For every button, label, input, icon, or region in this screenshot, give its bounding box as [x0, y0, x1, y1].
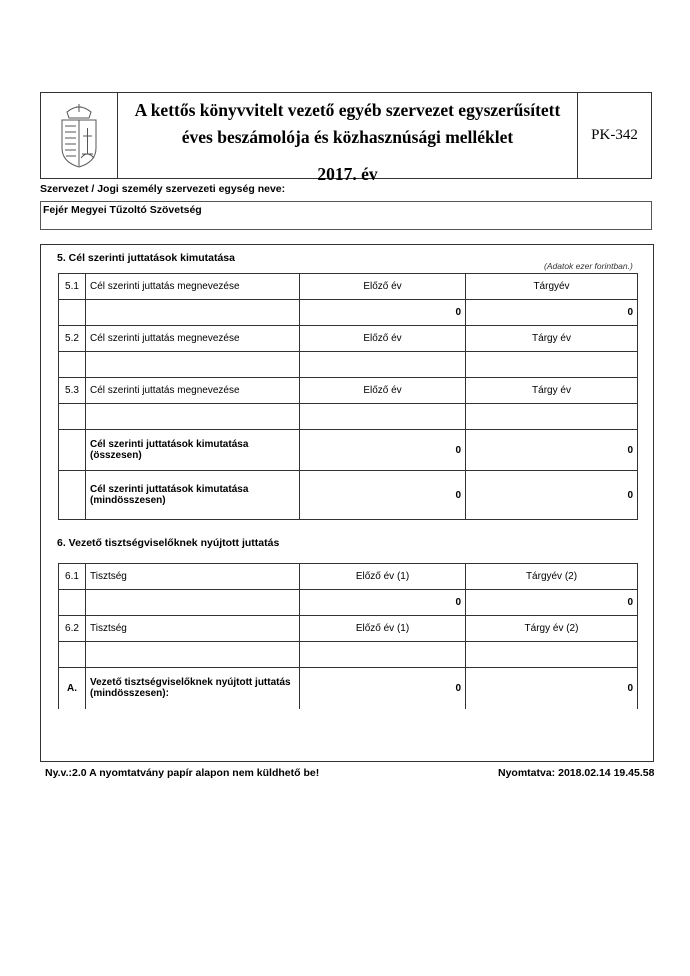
table-row [59, 404, 638, 430]
prev-year-value[interactable] [300, 352, 466, 378]
grand-total-curr-value: 0 [466, 471, 638, 520]
row-label: Cél szerinti juttatás megnevezése [86, 326, 300, 352]
total-label: Cél szerinti juttatások kimutatása (összesen) [86, 430, 300, 471]
curr-year-value[interactable] [466, 352, 638, 378]
total-row-number: A. [59, 668, 86, 709]
row-number: 5.1 [59, 274, 86, 300]
curr-year-value[interactable] [466, 404, 638, 430]
row-label: Cél szerinti juttatás megnevezése [86, 378, 300, 404]
form-title-line2: éves beszámolója és közhasznúsági melléklet [181, 127, 514, 147]
prev-year-header: Előző év (1) [300, 564, 466, 590]
curr-year-header: Tárgyév (2) [466, 564, 638, 590]
coat-of-arms-logo [41, 93, 118, 178]
row-number: 5.2 [59, 326, 86, 352]
prev-year-value[interactable]: 0 [300, 590, 466, 616]
section5-title: 5. Cél szerinti juttatások kimutatása [57, 252, 235, 264]
prev-year-value[interactable] [300, 642, 466, 668]
form-title-block [118, 93, 577, 184]
total-row [59, 668, 638, 709]
name-input-cell[interactable] [86, 352, 300, 378]
total-curr-value: 0 [466, 430, 638, 471]
curr-year-value[interactable]: 0 [466, 590, 638, 616]
section6-table [58, 563, 638, 709]
section6-title: 6. Vezető tisztségviselőknek nyújtott juttatás [57, 537, 280, 549]
empty-cell [59, 352, 86, 378]
curr-year-header: Tárgyév [466, 274, 638, 300]
curr-year-header: Tárgy év [466, 378, 638, 404]
row-label: Tisztség [86, 616, 300, 642]
curr-year-header: Tárgy év (2) [466, 616, 638, 642]
grand-total-label: Cél szerinti juttatások kimutatása (mindösszesen) [86, 471, 300, 520]
prev-year-header: Előző év [300, 274, 466, 300]
prev-year-header: Előző év [300, 326, 466, 352]
total-prev-value: 0 [300, 430, 466, 471]
section5-table [58, 273, 638, 520]
table-row [59, 564, 638, 590]
footer-note: Ny.v.:2.0 A nyomtatvány papír alapon nem küldhető be! [45, 767, 320, 779]
empty-cell [59, 471, 86, 520]
form-code: PK-342 [577, 93, 651, 178]
name-input-cell[interactable] [86, 404, 300, 430]
empty-cell [59, 430, 86, 471]
form-header [40, 92, 652, 184]
table-row [59, 274, 638, 300]
total-label: Vezető tisztségviselőknek nyújtott juttatás (mindösszesen): [86, 668, 300, 709]
curr-year-value[interactable]: 0 [466, 300, 638, 326]
empty-cell [59, 590, 86, 616]
table-row [59, 590, 638, 616]
coat-of-arms-icon [57, 104, 101, 168]
table-row [59, 642, 638, 668]
curr-year-value[interactable] [466, 642, 638, 668]
row-label: Tisztség [86, 564, 300, 590]
row-number: 6.2 [59, 616, 86, 642]
table-row [59, 326, 638, 352]
position-input-cell[interactable] [86, 642, 300, 668]
row-label: Cél szerinti juttatás megnevezése [86, 274, 300, 300]
total-row [59, 430, 638, 471]
table-row [59, 616, 638, 642]
unit-note: (Adatok ezer forintban.) [544, 261, 633, 271]
empty-cell [59, 642, 86, 668]
position-input-cell[interactable] [86, 590, 300, 616]
total-curr-value: 0 [466, 668, 638, 709]
table-row [59, 352, 638, 378]
print-timestamp: Nyomtatva: 2018.02.14 19.45.58 [498, 767, 655, 779]
grand-total-prev-value: 0 [300, 471, 466, 520]
empty-cell [59, 404, 86, 430]
table-row [59, 300, 638, 326]
organization-field [40, 201, 652, 230]
name-input-cell[interactable] [86, 300, 300, 326]
row-number: 6.1 [59, 564, 86, 590]
prev-year-value[interactable]: 0 [300, 300, 466, 326]
form-year: 2017. év [317, 164, 378, 184]
row-number: 5.3 [59, 378, 86, 404]
empty-cell [59, 300, 86, 326]
total-prev-value: 0 [300, 668, 466, 709]
prev-year-value[interactable] [300, 404, 466, 430]
table-row [59, 378, 638, 404]
curr-year-header: Tárgy év [466, 326, 638, 352]
organization-name: Fejér Megyei Tűzoltó Szövetség [43, 204, 202, 216]
form-title-line1: A kettős könyvvitelt vezető egyéb szervezet egyszerűsített [134, 100, 561, 120]
organization-label: Szervezet / Jogi személy szervezeti egység neve: [40, 183, 286, 195]
grand-total-row [59, 471, 638, 520]
prev-year-header: Előző év (1) [300, 616, 466, 642]
prev-year-header: Előző év [300, 378, 466, 404]
